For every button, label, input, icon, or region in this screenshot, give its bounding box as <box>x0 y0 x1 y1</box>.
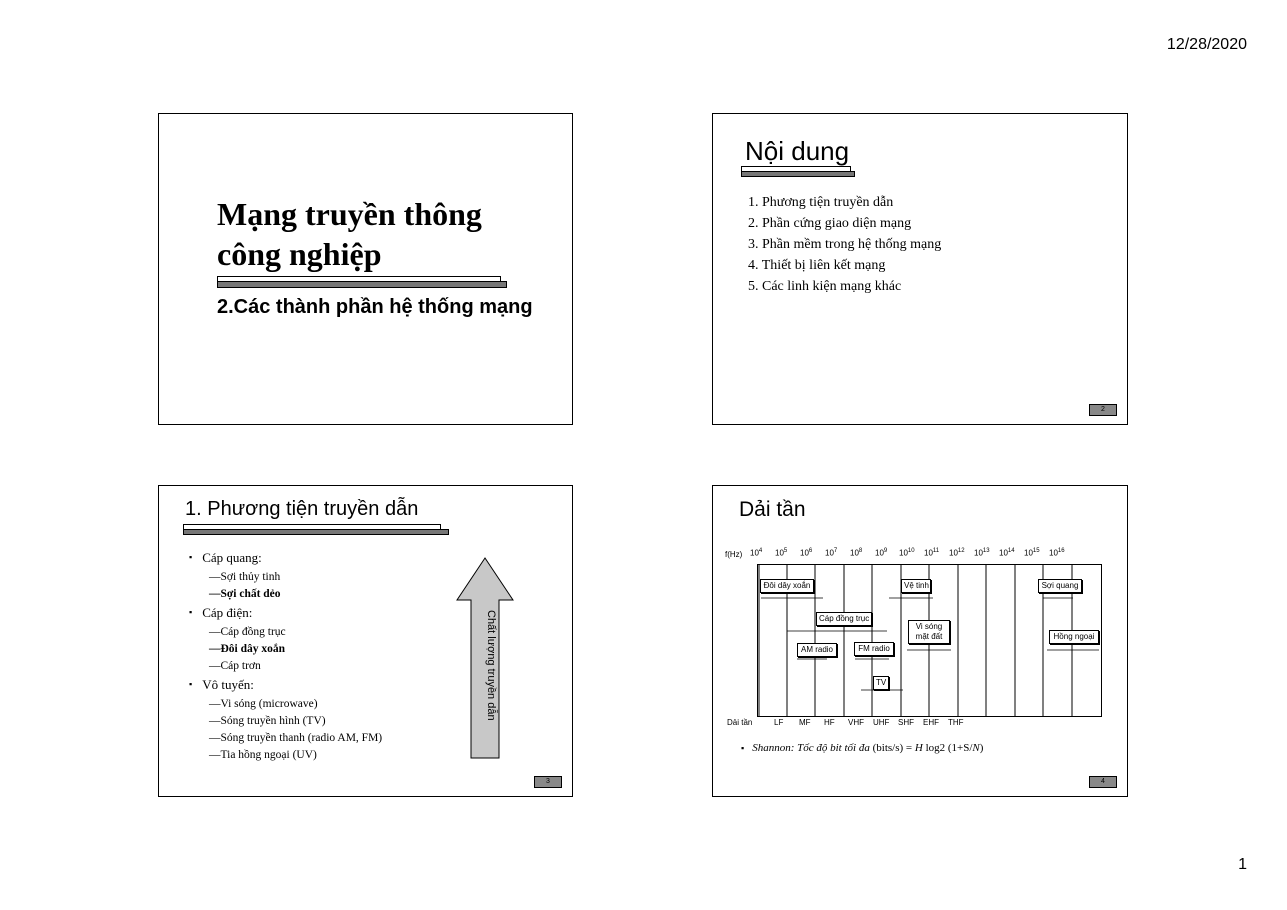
freq-tick: $10^{11}$ <box>924 548 940 558</box>
band-label: SHF <box>898 718 914 727</box>
freq-tick: $10^8$ <box>850 548 863 558</box>
slide-3-content <box>189 548 382 764</box>
fiber-box: Sợi quang <box>1038 579 1082 593</box>
slide-1-title-line-1: Mạng truyền thông <box>217 196 482 232</box>
slide-3 <box>158 485 573 797</box>
shannon-close: ) <box>979 742 984 754</box>
sub-item: — Cáp trơn <box>189 658 382 675</box>
freq-tick: $10^{16}$ <box>1049 548 1065 558</box>
freq-exp: 14 <box>1007 548 1015 554</box>
band-label: THF <box>948 718 964 727</box>
fm-radio-box: FM radio <box>854 642 894 656</box>
slide-2-title-underline <box>741 166 853 177</box>
freq-exp: 12 <box>957 548 965 554</box>
shannon-h: H <box>914 742 923 754</box>
band-label: VHF <box>848 718 864 727</box>
slide-1-title-line-2: công nghiệp <box>217 236 382 272</box>
freq-tick: $10^5$ <box>775 548 788 558</box>
freq-tick: $10^4$ <box>750 548 763 558</box>
coax-box: Cáp đồng trục <box>816 612 872 626</box>
slide-2-content-list <box>748 192 941 297</box>
freq-exp: 4 <box>758 548 763 554</box>
sub-item: — Sóng truyền thanh (radio AM, FM) <box>189 730 382 747</box>
twisted-pair-box: Đôi dây xoắn <box>760 579 814 593</box>
freq-exp: 9 <box>883 548 888 554</box>
freq-exp: 8 <box>858 548 863 554</box>
slide-4-number: 4 <box>1089 776 1117 788</box>
slide-1 <box>158 113 573 425</box>
slide-2-number: 2 <box>1089 404 1117 416</box>
band-label: LF <box>774 718 784 727</box>
freq-tick: $10^{14}$ <box>999 548 1015 558</box>
freq-tick: $10^{13}$ <box>974 548 990 558</box>
slide-4-title: Dải tần <box>739 498 806 521</box>
slide-1-title <box>217 194 482 274</box>
freq-axis-label: f(Hz) <box>725 550 743 559</box>
slide-1-title-underline <box>217 276 505 288</box>
slide-3-title: 1. Phương tiện truyền dẫn <box>185 498 419 520</box>
freq-tick: $10^{12}$ <box>949 548 965 558</box>
sub-item: — Vi sóng (microwave) <box>189 696 382 713</box>
freq-tick: $10^{10}$ <box>899 548 915 558</box>
band-label: EHF <box>923 718 939 727</box>
list-item: 3. Phần mềm trong hệ thống mạng <box>748 237 942 252</box>
bullet-electric: ▪ Cáp điện: <box>189 603 382 624</box>
sub-item: — Đôi dây xoắn <box>189 641 382 658</box>
sub-item: — Sợi chất dẻo <box>189 586 382 603</box>
bullet-fiber: ▪ Cáp quang: <box>189 548 382 569</box>
freq-exp: 6 <box>808 548 813 554</box>
shannon-n: N <box>972 742 980 754</box>
band-label: MF <box>799 718 811 727</box>
freq-exp: 5 <box>783 548 788 554</box>
freq-tick: $10^6$ <box>800 548 813 558</box>
page-date: 12/28/2020 <box>1166 36 1247 53</box>
freq-tick: $10^{15}$ <box>1024 548 1040 558</box>
microwave-line-2: mặt đất <box>915 632 943 641</box>
freq-exp: 16 <box>1057 548 1065 554</box>
slide-3-number: 3 <box>534 776 562 788</box>
freq-exp: 7 <box>833 548 838 554</box>
sub-item: — Tia hồng ngoại (UV) <box>189 747 382 764</box>
freq-tick: $10^9$ <box>875 548 888 558</box>
list-item: 4. Thiết bị liên kết mạng <box>748 258 886 273</box>
slide-3-title-underline <box>183 524 447 535</box>
list-item: 1. Phương tiện truyền dẫn <box>748 195 894 210</box>
microwave-line-1: Vi sóng <box>915 622 943 631</box>
freq-exp: 10 <box>907 548 915 554</box>
infrared-box: Hồng ngoại <box>1049 630 1099 644</box>
shannon-log: log2 (1+S/ <box>925 742 973 754</box>
bullet-wireless: ▪ Vô tuyến: <box>189 675 382 696</box>
shannon-unit: (bits/s) = <box>872 742 915 754</box>
band-axis-label: Dải tần <box>727 718 753 727</box>
list-item: 2. Phần cứng giao diện mạng <box>748 216 912 231</box>
band-label: HF <box>824 718 835 727</box>
freq-exp: 11 <box>932 548 940 554</box>
am-radio-box: AM radio <box>797 643 837 657</box>
freq-exp: 13 <box>982 548 990 554</box>
freq-tick: $10^7$ <box>825 548 838 558</box>
shannon-formula: ▪ Shannon: Tốc độ bit tối đa (bits/s) = H log2 (1+S/N) <box>741 742 984 754</box>
sub-item: — Sợi thủy tinh <box>189 569 382 586</box>
slide-1-subtitle: 2.Các thành phần hệ thống mạng <box>217 296 533 318</box>
microwave-box <box>908 620 950 644</box>
list-item: 5. Các linh kiện mạng khác <box>748 279 902 294</box>
sub-item: — Sóng truyền hình (TV) <box>189 713 382 730</box>
slide-4 <box>712 485 1128 797</box>
page-number: 1 <box>1238 856 1247 873</box>
sub-item: — Cáp đồng trục <box>189 624 382 641</box>
quality-arrow-label: Chất lượng truyền dẫn <box>485 610 497 721</box>
tv-box: TV <box>873 676 889 690</box>
band-label: UHF <box>873 718 890 727</box>
freq-exp: 15 <box>1032 548 1040 554</box>
slide-2-title: Nội dung <box>745 136 850 166</box>
shannon-label: Shannon: Tốc độ bit tối đa <box>752 742 870 754</box>
freq-ticks <box>750 548 1070 562</box>
slide-2 <box>712 113 1128 425</box>
satellite-box: Vệ tinh <box>901 579 931 593</box>
